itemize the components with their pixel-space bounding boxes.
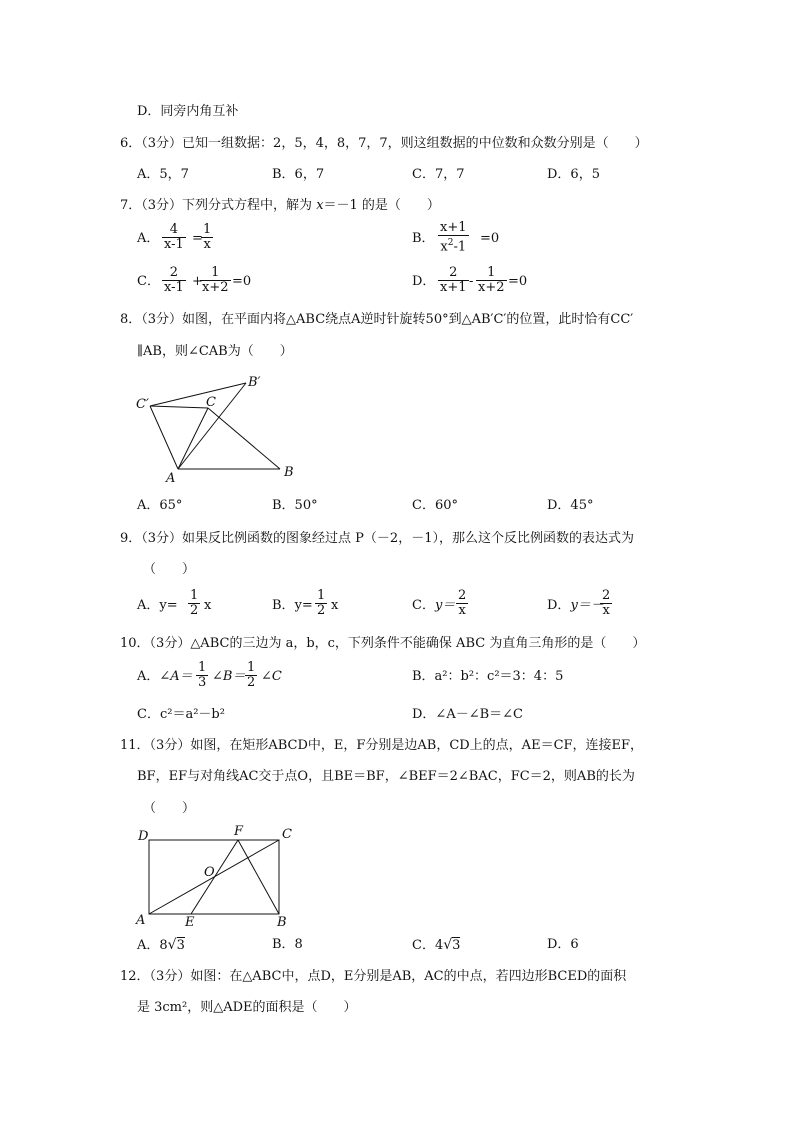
q8-option-d: D．45°	[547, 498, 594, 513]
q7-d-fraction-1: $\frac{2}{x+1}$	[440, 265, 467, 295]
q7-option-c-label: C．	[137, 274, 160, 289]
q7-d-operator: -	[469, 274, 474, 289]
q9-d-fraction: $\frac{2}{x}$	[602, 588, 611, 618]
q11-option-d: D．6	[547, 937, 579, 952]
q9-option-d: D．y＝－	[547, 598, 604, 613]
q8-label-c-prime: C′	[136, 397, 149, 412]
q11-label-c: C	[282, 827, 292, 842]
q7-c-fraction-2: $\frac{1}{x+2}$	[202, 265, 229, 295]
q9-option-b: B．y=	[272, 598, 313, 613]
q9-a-x: x	[204, 598, 212, 613]
q9-a-fraction: $\frac{1}{2}$	[190, 588, 199, 618]
q7-d-rhs: =0	[508, 274, 528, 289]
q10-a-part3: ∠C	[261, 669, 282, 684]
q8-stem-line1: 8．（3分）如图，在平面内将△ABC绕点A逆时针旋转50°到△AB′C′的位置，此时恰有CC′	[120, 312, 634, 327]
q10-option-c: C．c²＝a²－b²	[137, 707, 225, 722]
q10-option-d: D．∠A－∠B＝∠C	[412, 707, 523, 722]
q11-label-f: F	[234, 824, 244, 839]
q10-stem: 10．（3分）△ABC的三边为 a，b，c，下列条件不能确保 ABC 为直角三角形的是（ ）	[120, 636, 646, 651]
q10-a-part2: ∠B＝	[212, 669, 246, 684]
q6-option-a: A．5，7	[137, 167, 189, 182]
q8-stem-line2: ∥AB，则∠CAB为（ ）	[137, 344, 293, 359]
q9-c-fraction: $\frac{2}{x}$	[458, 588, 467, 618]
q8-option-a: A．65°	[137, 498, 183, 513]
q7-a-fraction-2: $\frac{1}{x}$	[203, 222, 212, 252]
q11-label-o: O	[204, 865, 215, 880]
q12-stem-line1: 12．（3分）如图：在△ABC中，点D，E分别是AB，AC的中点，若四边形BCED的面积	[120, 969, 627, 984]
q7-c-operator: +	[192, 274, 203, 289]
q7-b-rhs: =0	[480, 231, 500, 246]
q10-option-b: B．a²：b²：c²＝3：4：5	[412, 669, 564, 684]
q6-option-d: D．6，5	[547, 167, 600, 182]
q9-option-a: A．y=	[137, 598, 178, 613]
q7-option-d-label: D．	[412, 274, 436, 289]
q7-option-a-label: A．	[137, 231, 160, 246]
q10-a-fraction-1: $\frac{1}{3}$	[198, 660, 207, 690]
q11-label-a: A	[136, 913, 146, 928]
q8-option-c: C．60°	[412, 498, 458, 513]
q8-label-c: C	[206, 395, 216, 410]
q11-option-c: C．4√3	[412, 937, 461, 953]
q8-rotation-figure	[130, 368, 310, 488]
q6-option-b: B．6，7	[272, 167, 325, 182]
q7-d-fraction-2: $\frac{1}{x+2}$	[478, 265, 505, 295]
q11-label-b: B	[277, 915, 287, 930]
q8-label-a: A	[166, 471, 176, 486]
q12-stem-line2: 是 3cm²，则△ADE的面积是（ ）	[137, 1000, 357, 1015]
q5-option-d: D．同旁内角互补	[137, 104, 239, 119]
q8-label-b: B	[284, 465, 294, 480]
q9-stem-line1: 9．（3分）如果反比例函数的图象经过点 P（－2，－1），那么这个反比例函数的表达式为	[120, 531, 634, 546]
q8-label-b-prime: B′	[248, 375, 261, 390]
q11-stem-line2: BF，EF与对角线AC交于点O，且BE＝BF，∠BEF＝2∠BAC，FC＝2，则AB的长为	[137, 769, 635, 784]
q7-c-rhs: =0	[232, 274, 252, 289]
q6-option-c: C．7，7	[412, 167, 465, 182]
q7-a-fraction-1: $\frac{4}{x-1}$	[164, 222, 184, 252]
q9-stem-line2: （ ）	[143, 562, 196, 577]
q11-option-b: B．8	[272, 937, 303, 952]
q11-stem-line3: （ ）	[143, 801, 196, 816]
q11-stem-line1: 11．（3分）如图，在矩形ABCD中，E，F分别是边AB，CD上的点，AE＝CF，连接EF，	[120, 738, 644, 753]
q11-label-d: D	[138, 829, 149, 844]
q7-b-fraction: $\frac{x+1}{x^2-1}$	[440, 220, 467, 255]
q11-rectangle-figure	[130, 822, 300, 930]
q7-a-equals: =	[192, 231, 203, 246]
q7-stem: 7．（3分）下列分式方程中，解为 x＝－1 的是（ ）	[120, 198, 440, 213]
q9-b-x: x	[331, 598, 339, 613]
q11-option-a: A．8√3	[137, 937, 185, 953]
q6-stem: 6．（3分）已知一组数据：2，5，4，8，7，7，则这组数据的中位数和众数分别是（ ）	[120, 136, 648, 151]
q7-option-b-label: B．	[412, 231, 435, 246]
q9-option-c: C．y＝	[412, 598, 456, 613]
q10-option-a: A．∠A＝	[137, 669, 193, 684]
q7-c-fraction-1: $\frac{2}{x-1}$	[164, 265, 184, 295]
q10-a-fraction-2: $\frac{1}{2}$	[247, 660, 256, 690]
q8-option-b: B．50°	[272, 498, 318, 513]
q11-label-e: E	[185, 915, 195, 930]
q9-b-fraction: $\frac{1}{2}$	[317, 588, 326, 618]
